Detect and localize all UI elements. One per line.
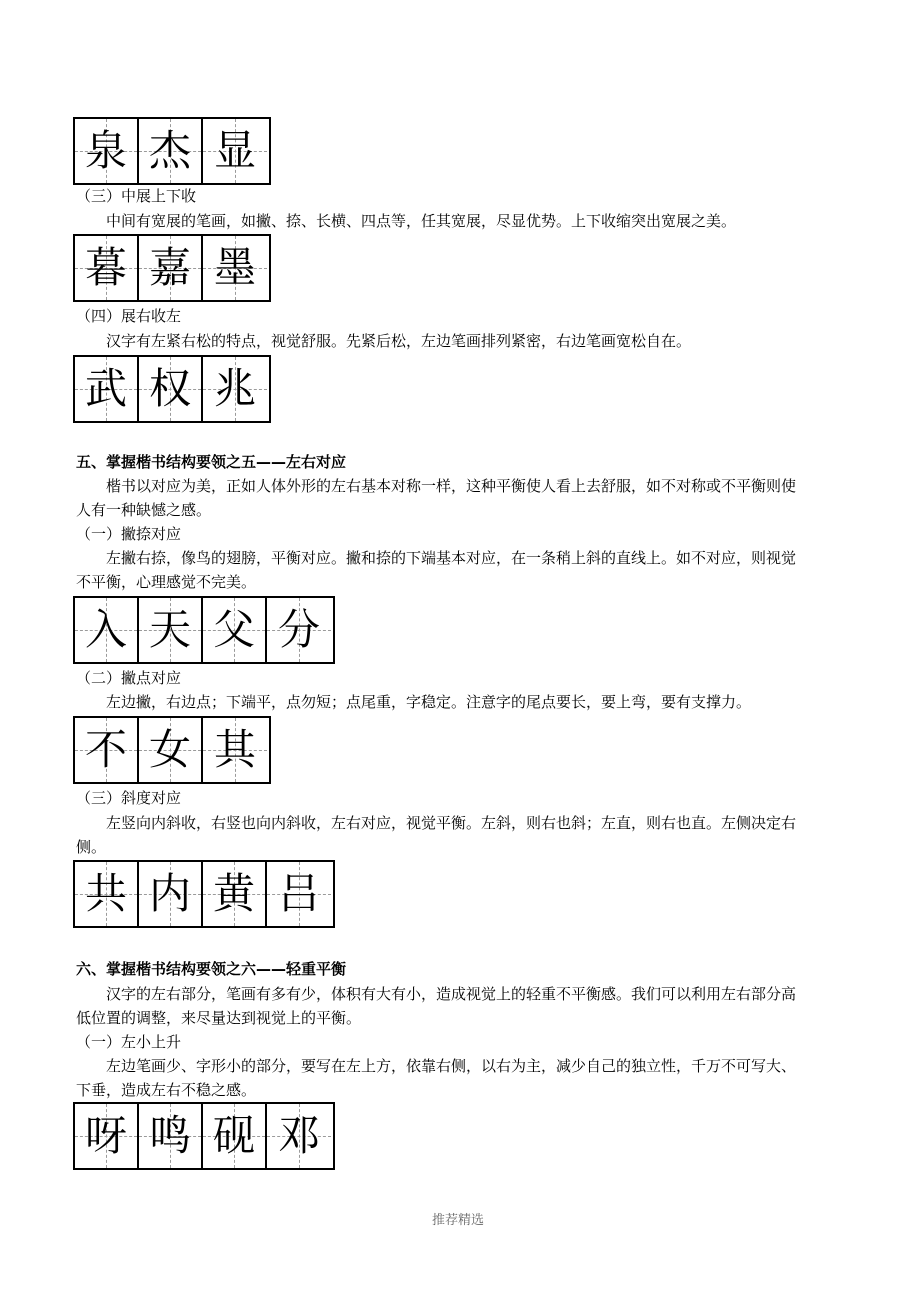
char-cell	[203, 1104, 267, 1168]
char: 显	[213, 126, 256, 175]
paragraph-s5-3-line-1: 左竖向内斜收，右竖也向内斜收，左右对应，视觉平衡。左斜，则右也斜；左直，则右也直。左侧决定右	[106, 814, 797, 832]
section-5-intro-line-2: 人有一种缺憾之感。	[76, 501, 212, 519]
char-cell	[203, 718, 267, 782]
section-5-intro-line-1: 楷书以对应为美，正如人体外形的左右基本对称一样，这种平衡使人看上去舒服，如不对称或不平衡则使	[106, 477, 797, 495]
char-grid-4	[73, 596, 335, 664]
paragraph-s4-4: 汉字有左紧右松的特点，视觉舒服。先紧后松，左边笔画排列紧密，右边笔画宽松自在。	[106, 332, 692, 350]
page-footer: 推荐精选	[432, 1213, 485, 1228]
char-grid-6	[73, 860, 335, 928]
char-cell	[203, 119, 267, 183]
char: 兆	[213, 364, 256, 413]
char-cell	[203, 236, 267, 300]
paragraph-s6-1-line-2: 下垂，造成左右不稳之感。	[76, 1081, 257, 1099]
char-grid-3	[73, 355, 271, 423]
paragraph-s4-3: 中间有宽展的笔画，如撇、捺、长横、四点等，任其宽展，尽显优势。上下收缩突出宽展之美。	[106, 212, 737, 230]
char-cell	[75, 862, 139, 926]
paragraph-s5-3-line-2: 侧。	[76, 838, 107, 856]
char: 内	[148, 869, 191, 918]
char-cell	[75, 119, 139, 183]
char-cell	[139, 862, 203, 926]
section-5-heading: 五、掌握楷书结构要领之五——左右对应	[76, 453, 347, 471]
char: 女	[148, 725, 191, 774]
char-grid-1	[73, 117, 271, 185]
char: 吕	[277, 869, 320, 918]
char: 嘉	[148, 243, 191, 292]
paragraph-s5-2: 左边撇，右边点；下端平，点勿短；点尾重，字稳定。注意字的尾点要长，要上弯，要有支撑力。	[106, 693, 752, 711]
char: 杰	[148, 126, 191, 175]
paragraph-s5-1-line-2: 不平衡，心理感觉不完美。	[76, 573, 257, 591]
char-cell	[139, 598, 203, 662]
char: 其	[213, 725, 256, 774]
char: 不	[84, 725, 127, 774]
subheading-s5-3: （三）斜度对应	[76, 789, 182, 807]
char-cell	[75, 598, 139, 662]
char: 入	[84, 605, 127, 654]
subheading-s4-3: （三）中展上下收	[76, 187, 197, 205]
char-cell	[203, 862, 267, 926]
subheading-s6-1: （一）左小上升	[76, 1033, 182, 1051]
section-6-heading: 六、掌握楷书结构要领之六——轻重平衡	[76, 960, 347, 978]
char-cell	[203, 598, 267, 662]
char: 暮	[84, 243, 127, 292]
char: 权	[148, 364, 191, 413]
char: 武	[84, 364, 127, 413]
subheading-s4-4: （四）展右收左	[76, 307, 182, 325]
char-cell	[139, 357, 203, 421]
char-cell	[75, 1104, 139, 1168]
char: 呀	[84, 1111, 127, 1160]
char-cell	[267, 598, 331, 662]
char: 邓	[277, 1111, 320, 1160]
char-cell	[267, 862, 331, 926]
char: 分	[277, 605, 320, 654]
paragraph-s6-1-line-1: 左边笔画少、字形小的部分，要写在左上方，依靠右侧，以右为主，减少自己的独立性，千万不可写大、	[106, 1057, 797, 1075]
char: 共	[84, 869, 127, 918]
section-6-intro-line-2: 低位置的调整，来尽量达到视觉上的平衡。	[76, 1009, 362, 1027]
char-cell	[139, 718, 203, 782]
char: 父	[212, 605, 255, 654]
char-cell	[139, 119, 203, 183]
subheading-s5-2: （二）撇点对应	[76, 669, 182, 687]
char: 鸣	[148, 1111, 191, 1160]
subheading-s5-1: （一）撇捺对应	[76, 525, 182, 543]
char-cell	[75, 357, 139, 421]
char-grid-2	[73, 234, 271, 302]
char: 墨	[213, 243, 256, 292]
char-cell	[139, 1104, 203, 1168]
char: 天	[148, 605, 191, 654]
char-cell	[75, 236, 139, 300]
char: 泉	[84, 126, 127, 175]
paragraph-s5-1-line-1: 左撇右捺，像鸟的翅膀，平衡对应。撇和捺的下端基本对应，在一条稍上斜的直线上。如不对应，则视觉	[106, 549, 797, 567]
char-grid-7	[73, 1102, 335, 1170]
char-cell	[267, 1104, 331, 1168]
char-cell	[139, 236, 203, 300]
char-cell	[203, 357, 267, 421]
char-grid-5	[73, 716, 271, 784]
section-6-intro-line-1: 汉字的左右部分，笔画有多有少，体积有大有小，造成视觉上的轻重不平衡感。我们可以利用左右部分高	[106, 985, 797, 1003]
char: 砚	[212, 1111, 255, 1160]
char-cell	[75, 718, 139, 782]
char: 黄	[212, 869, 255, 918]
